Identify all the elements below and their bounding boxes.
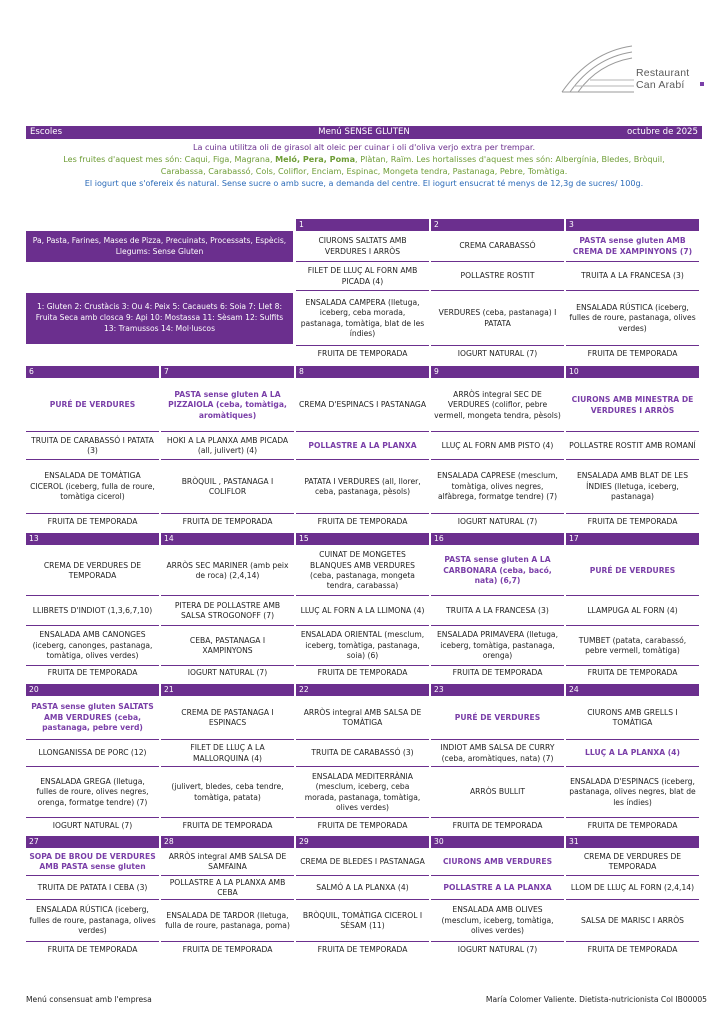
menu-dish: CUINAT DE MONGETES BLANQUES AMB VERDURES (ceba, pastanaga, mongeta tendra, carabassa) [310, 550, 415, 591]
menu-dish: POLLASTRE ROSTIT AMB ROMANÍ [569, 440, 696, 450]
menu-dish: FRUITA DE TEMPORADA [452, 668, 543, 678]
menu-dish: FRUITA DE TEMPORADA [317, 820, 408, 830]
menu-dish: HOKI A LA PLANXA AMB PICADA (all, julivert) (4) [166, 435, 289, 455]
day-number: 31 [566, 836, 699, 848]
menu-dish: (julivert, bledes, ceba tendre, tomàtiga, patata) [171, 782, 284, 802]
intro-oil: La cuina utilitza oli de girasol alt oleic per cuinar i oli d'oliva verjo extra per trempar. [192, 142, 536, 152]
footer-right: María Colomer Valiente. Dietista-nutricionista Col IB00005 [485, 995, 707, 1004]
menu-dish: FRUITA DE TEMPORADA [317, 668, 408, 678]
menu-dish: FRUITA DE TEMPORADA [47, 944, 138, 954]
menu-dish: INDIOT AMB SALSA DE CURRY (ceba, aromàtiques, nata) (7) [440, 743, 555, 763]
intro-fruits-bold: Meló, Pera, Poma [275, 154, 356, 164]
info-allergens-box [26, 293, 293, 344]
menu-dish: PASTA sense gluten AMB CREMA DE XAMPINYONS (7) [572, 236, 693, 256]
menu-dish: PURÉ DE VERDURES [49, 400, 136, 410]
menu-dish: POLLASTRE A LA PLANXA AMB CEBA [169, 877, 286, 897]
menu-dish: LLUÇ A LA PLANXA (4) [585, 748, 680, 758]
menu-dish: FRUITA DE TEMPORADA [182, 944, 273, 954]
menu-dish: ARRÒS integral SEC DE VERDURES (coliflor, pebre vermell, mongeta tendra, pèsols) [434, 389, 561, 420]
day-number: 29 [296, 836, 429, 848]
intro-fruits-a: Les fruites d'aquest mes són: Caqui, Figa, Magrana, [63, 154, 276, 164]
intro-fruits-b: , Plàtan, Raïm. Les hortalisses d'aquest mes són: Albergínia, Bledes, Bròquil, [355, 154, 665, 164]
day-number: 3 [566, 219, 699, 231]
menu-header-bar [26, 126, 702, 139]
menu-dish: CREMA DE VERDURES DE TEMPORADA [43, 560, 142, 580]
day-number: 22 [296, 684, 429, 696]
menu-dish: ENSALADA AMB OLIVES (mesclum, iceberg, tomàtiga, olives verdes) [441, 905, 554, 936]
menu-dish: LLIBRETS D'INDIOT (1,3,6,7,10) [32, 605, 153, 615]
header-title: Menú SENSE GLUTEN [318, 127, 410, 137]
menu-dish: ENSALADA DE TARDOR (lletuga, fulla de roure, pastanaga, poma) [165, 910, 290, 930]
menu-dish: LLAMPUGA AL FORN (4) [587, 605, 678, 615]
menu-dish: PITERA DE POLLASTRE AMB SALSA STROGONOFF (7) [174, 600, 281, 620]
menu-dish: TRUITA A LA FRANCESA (3) [446, 605, 549, 615]
menu-dish: LLONGANISSA DE PORC (12) [38, 748, 147, 758]
logo-line-1: Restaurant [636, 67, 690, 79]
intro-vegetables: Carabassa, Carabassó, Cols, Coliflor, Enciam, Espinac, Mongeta tendra, Pastanaga, Pebre, Tomàtiga. [160, 166, 568, 176]
menu-dish: FRUITA DE TEMPORADA [47, 516, 138, 526]
day-number: 10 [566, 366, 699, 378]
menu-dish: ENSALADA AMB BLAT DE LES ÍNDIES (lletuga, iceberg, pastanaga) [576, 471, 689, 502]
menu-dish: ENSALADA RÚSTICA (iceberg, fulles de roure, pastanaga, olives verdes) [569, 302, 696, 333]
menu-dish: IOGURT NATURAL (7) [187, 668, 268, 678]
day-number: 20 [26, 684, 159, 696]
menu-dish: LLOM DE LLUÇ AL FORN (2,4,14) [570, 882, 695, 892]
menu-dish: SALMÓ A LA PLANXA (4) [316, 882, 409, 892]
menu-dish: PASTA sense gluten A LA CARBONARA (ceba, bacó, nata) (6,7) [443, 555, 552, 586]
menu-dish: PASTA sense gluten A LA PIZZAIOLA (ceba, tomàtiga, aromàtiques) [168, 389, 287, 420]
menu-dish: FRUITA DE TEMPORADA [182, 516, 273, 526]
menu-dish: IOGURT NATURAL (7) [52, 820, 133, 830]
menu-dish: VERDURES (ceba, pastanaga) I PATATA [438, 308, 557, 328]
menu-dish: PATATA I VERDURES (all, llorer, ceba, pastanaga, pèsols) [304, 476, 421, 496]
menu-dish: CREMA DE PASTANAGA I ESPINACS [181, 707, 274, 727]
day-number: 6 [26, 366, 159, 378]
info-excluded-box [26, 231, 293, 262]
menu-dish: POLLASTRE A LA PLANXA [308, 440, 417, 450]
menu-dish: FRUITA DE TEMPORADA [317, 516, 408, 526]
menu-dish: POLLASTRE ROSTIT [460, 271, 535, 281]
menu-dish: FRUITA DE TEMPORADA [452, 820, 543, 830]
footer-left: Menú consensuat amb l'empresa [26, 995, 152, 1004]
menu-dish: BRÒQUIL, TOMÀTIGA CICEROL I SÈSAM (11) [302, 910, 423, 930]
day-number: 27 [26, 836, 159, 848]
menu-dish: FRUITA DE TEMPORADA [587, 820, 678, 830]
day-number: 15 [296, 533, 429, 545]
menu-dish: ENSALADA MEDITERRÀNIA (mesclum, iceberg, ceba morada, pastanaga, tomàtiga, olives verdes) [304, 771, 421, 812]
day-number: 13 [26, 533, 159, 545]
menu-dish: FRUITA DE TEMPORADA [587, 944, 678, 954]
menu-dish: FRUITA DE TEMPORADA [47, 668, 138, 678]
logo-graphic-icon [560, 40, 636, 100]
day-number: 16 [431, 533, 564, 545]
menu-dish: CREMA DE VERDURES DE TEMPORADA [583, 851, 682, 871]
menu-dish: ENSALADA CAPRESE (mesclum, tomàtiga, olives negres, alfàbrega, formatge tendre) (7) [437, 471, 558, 502]
intro-fruits [26, 153, 702, 165]
menu-dish: TRUITA DE PATATA I CEBA (3) [37, 882, 148, 892]
menu-dish: ARRÒS integral AMB SALSA DE TOMÀTIGA [303, 707, 422, 727]
menu-dish: CIURONS AMB MINESTRA DE VERDURES I ARRÒS [571, 395, 694, 415]
day-number: 14 [161, 533, 294, 545]
menu-dish: ENSALADA AMB CANONGES (iceberg, canonges, pastanaga, tomàtiga, olives verdes) [32, 630, 153, 661]
menu-dish: LLUÇ AL FORN AMB PISTO (4) [441, 440, 554, 450]
menu-dish: FRUITA DE TEMPORADA [587, 668, 678, 678]
menu-dish: TRUITA DE CARABASSÓ (3) [311, 748, 414, 758]
day-number: 2 [431, 219, 564, 231]
day-number: 8 [296, 366, 429, 378]
menu-dish: IOGURT NATURAL (7) [457, 516, 538, 526]
logo-line-2: Can Arabí [636, 79, 685, 91]
menu-dish: FILET DE LLUÇ AL FORN AMB PICADA (4) [307, 266, 418, 286]
intro-yogurt: El iogurt que s'ofereix és natural. Sense sucre o amb sucre, a demanda del centre. El iogurt ensucrat té menys de 12,3g de sucres/ 100g. [84, 178, 644, 188]
day-number: 1 [296, 219, 429, 231]
menu-dish: FILET DE LLUÇ A LA MALLORQUINA (4) [190, 743, 265, 763]
menu-dish: CIURONS AMB GRELLS I TOMÀTIGA [587, 707, 678, 727]
menu-dish: ENSALADA CAMPERA (lletuga, iceberg, ceba morada, pastanaga, tomàtiga, blat de les índies) [300, 297, 425, 338]
menu-dish: FRUITA DE TEMPORADA [587, 348, 678, 358]
restaurant-logo [560, 40, 710, 112]
day-number: 21 [161, 684, 294, 696]
menu-dish: FRUITA DE TEMPORADA [317, 944, 408, 954]
menu-dish: ENSALADA D'ESPINACS (iceberg, pastanaga, olives negres, blat de les índies) [569, 776, 696, 807]
menu-dish: ENSALADA GREGA (lletuga, fulles de roure, olives negres, orenga, formatge tendre) (7) [36, 776, 149, 807]
menu-dish: CREMA D'ESPINACS I PASTANAGA [299, 400, 427, 410]
menu-dish: IOGURT NATURAL (7) [457, 348, 538, 358]
header-month: octubre de 2025 [627, 127, 698, 137]
menu-dish: CREMA CARABASSÓ [459, 241, 536, 251]
info-allergens-text: 1: Gluten 2: Crustàcis 3: Ou 4: Peix 5: Cacauets 6: Soia 7: Llet 8: Fruita Seca amb closca 9: Api 10: Mostassa 11: Sèsam 12: Sulfits 13: Tramussos 14: Mol·luscos [35, 302, 284, 333]
day-number: 24 [566, 684, 699, 696]
menu-dish: TUMBET (patata, carabassó, pebre vermell, tomàtiga) [578, 635, 687, 655]
menu-dish: ENSALADA DE TOMÀTIGA CICEROL (iceberg, fulla de roure, tomàtiga cicerol) [30, 471, 155, 502]
menu-dish: POLLASTRE A LA PLANXA [443, 882, 552, 892]
menu-dish: PASTA sense gluten SALTATS AMB VERDURES (ceba, pastanaga, pebre verd) [31, 702, 154, 733]
menu-dish: TRUITA DE CARABASSÓ I PATATA (3) [31, 435, 154, 455]
menu-dish: LLUÇ AL FORN A LA LLIMONA (4) [300, 605, 425, 615]
day-number: 7 [161, 366, 294, 378]
day-number: 17 [566, 533, 699, 545]
menu-dish: CEBA, PASTANAGA I XAMPINYONS [189, 635, 266, 655]
menu-dish: ARRÒS BULLIT [469, 787, 526, 797]
menu-dish: CIURONS SALTATS AMB VERDURES I ARRÒS [318, 236, 407, 256]
menu-dish: ENSALADA RÚSTICA (iceberg, fulles de roure, pastanaga, olives verdes) [29, 905, 156, 936]
menu-dish: FRUITA DE TEMPORADA [317, 348, 408, 358]
menu-dish: FRUITA DE TEMPORADA [182, 820, 273, 830]
day-number: 30 [431, 836, 564, 848]
logo-dot [700, 82, 704, 86]
menu-dish: ENSALADA ORIENTAL (mesclum, iceberg, tomàtiga, pastanaga, soia) (6) [300, 630, 425, 661]
menu-dish: PURÉ DE VERDURES [589, 565, 676, 575]
day-number: 28 [161, 836, 294, 848]
menu-dish: SOPA DE BROU DE VERDURES AMB PASTA sense gluten [29, 851, 156, 871]
menu-dish: IOGURT NATURAL (7) [457, 944, 538, 954]
menu-dish: BRÒQUIL , PASTANAGA I COLIFLOR [181, 476, 274, 496]
menu-dish: ENSALADA PRIMAVERA (lletuga, iceberg, tomàtiga, pastanaga, orenga) [436, 630, 558, 661]
day-number: 9 [431, 366, 564, 378]
menu-dish: TRUITA A LA FRANCESA (3) [581, 271, 684, 281]
day-number: 23 [431, 684, 564, 696]
info-excluded-text: Pa, Pasta, Farines, Mases de Pizza, Precuinats, Processats, Espècis, Llegums: Sense Gluten [32, 235, 287, 256]
menu-dish: ARRÒS integral AMB SALSA DE SAMFAINA [168, 851, 287, 871]
menu-dish: FRUITA DE TEMPORADA [587, 516, 678, 526]
menu-dish: PURÉ DE VERDURES [454, 712, 541, 722]
intro-text [26, 141, 702, 189]
menu-dish: SALSA DE MARISC I ARRÒS [580, 915, 684, 925]
menu-dish: CREMA DE BLEDES I PASTANAGA [300, 856, 425, 866]
header-school: Escoles [30, 127, 63, 137]
menu-dish: ARRÒS SEC MARINER (amb peix de roca) (2,4,14) [166, 560, 289, 580]
menu-dish: CIURONS AMB VERDURES [442, 856, 553, 866]
